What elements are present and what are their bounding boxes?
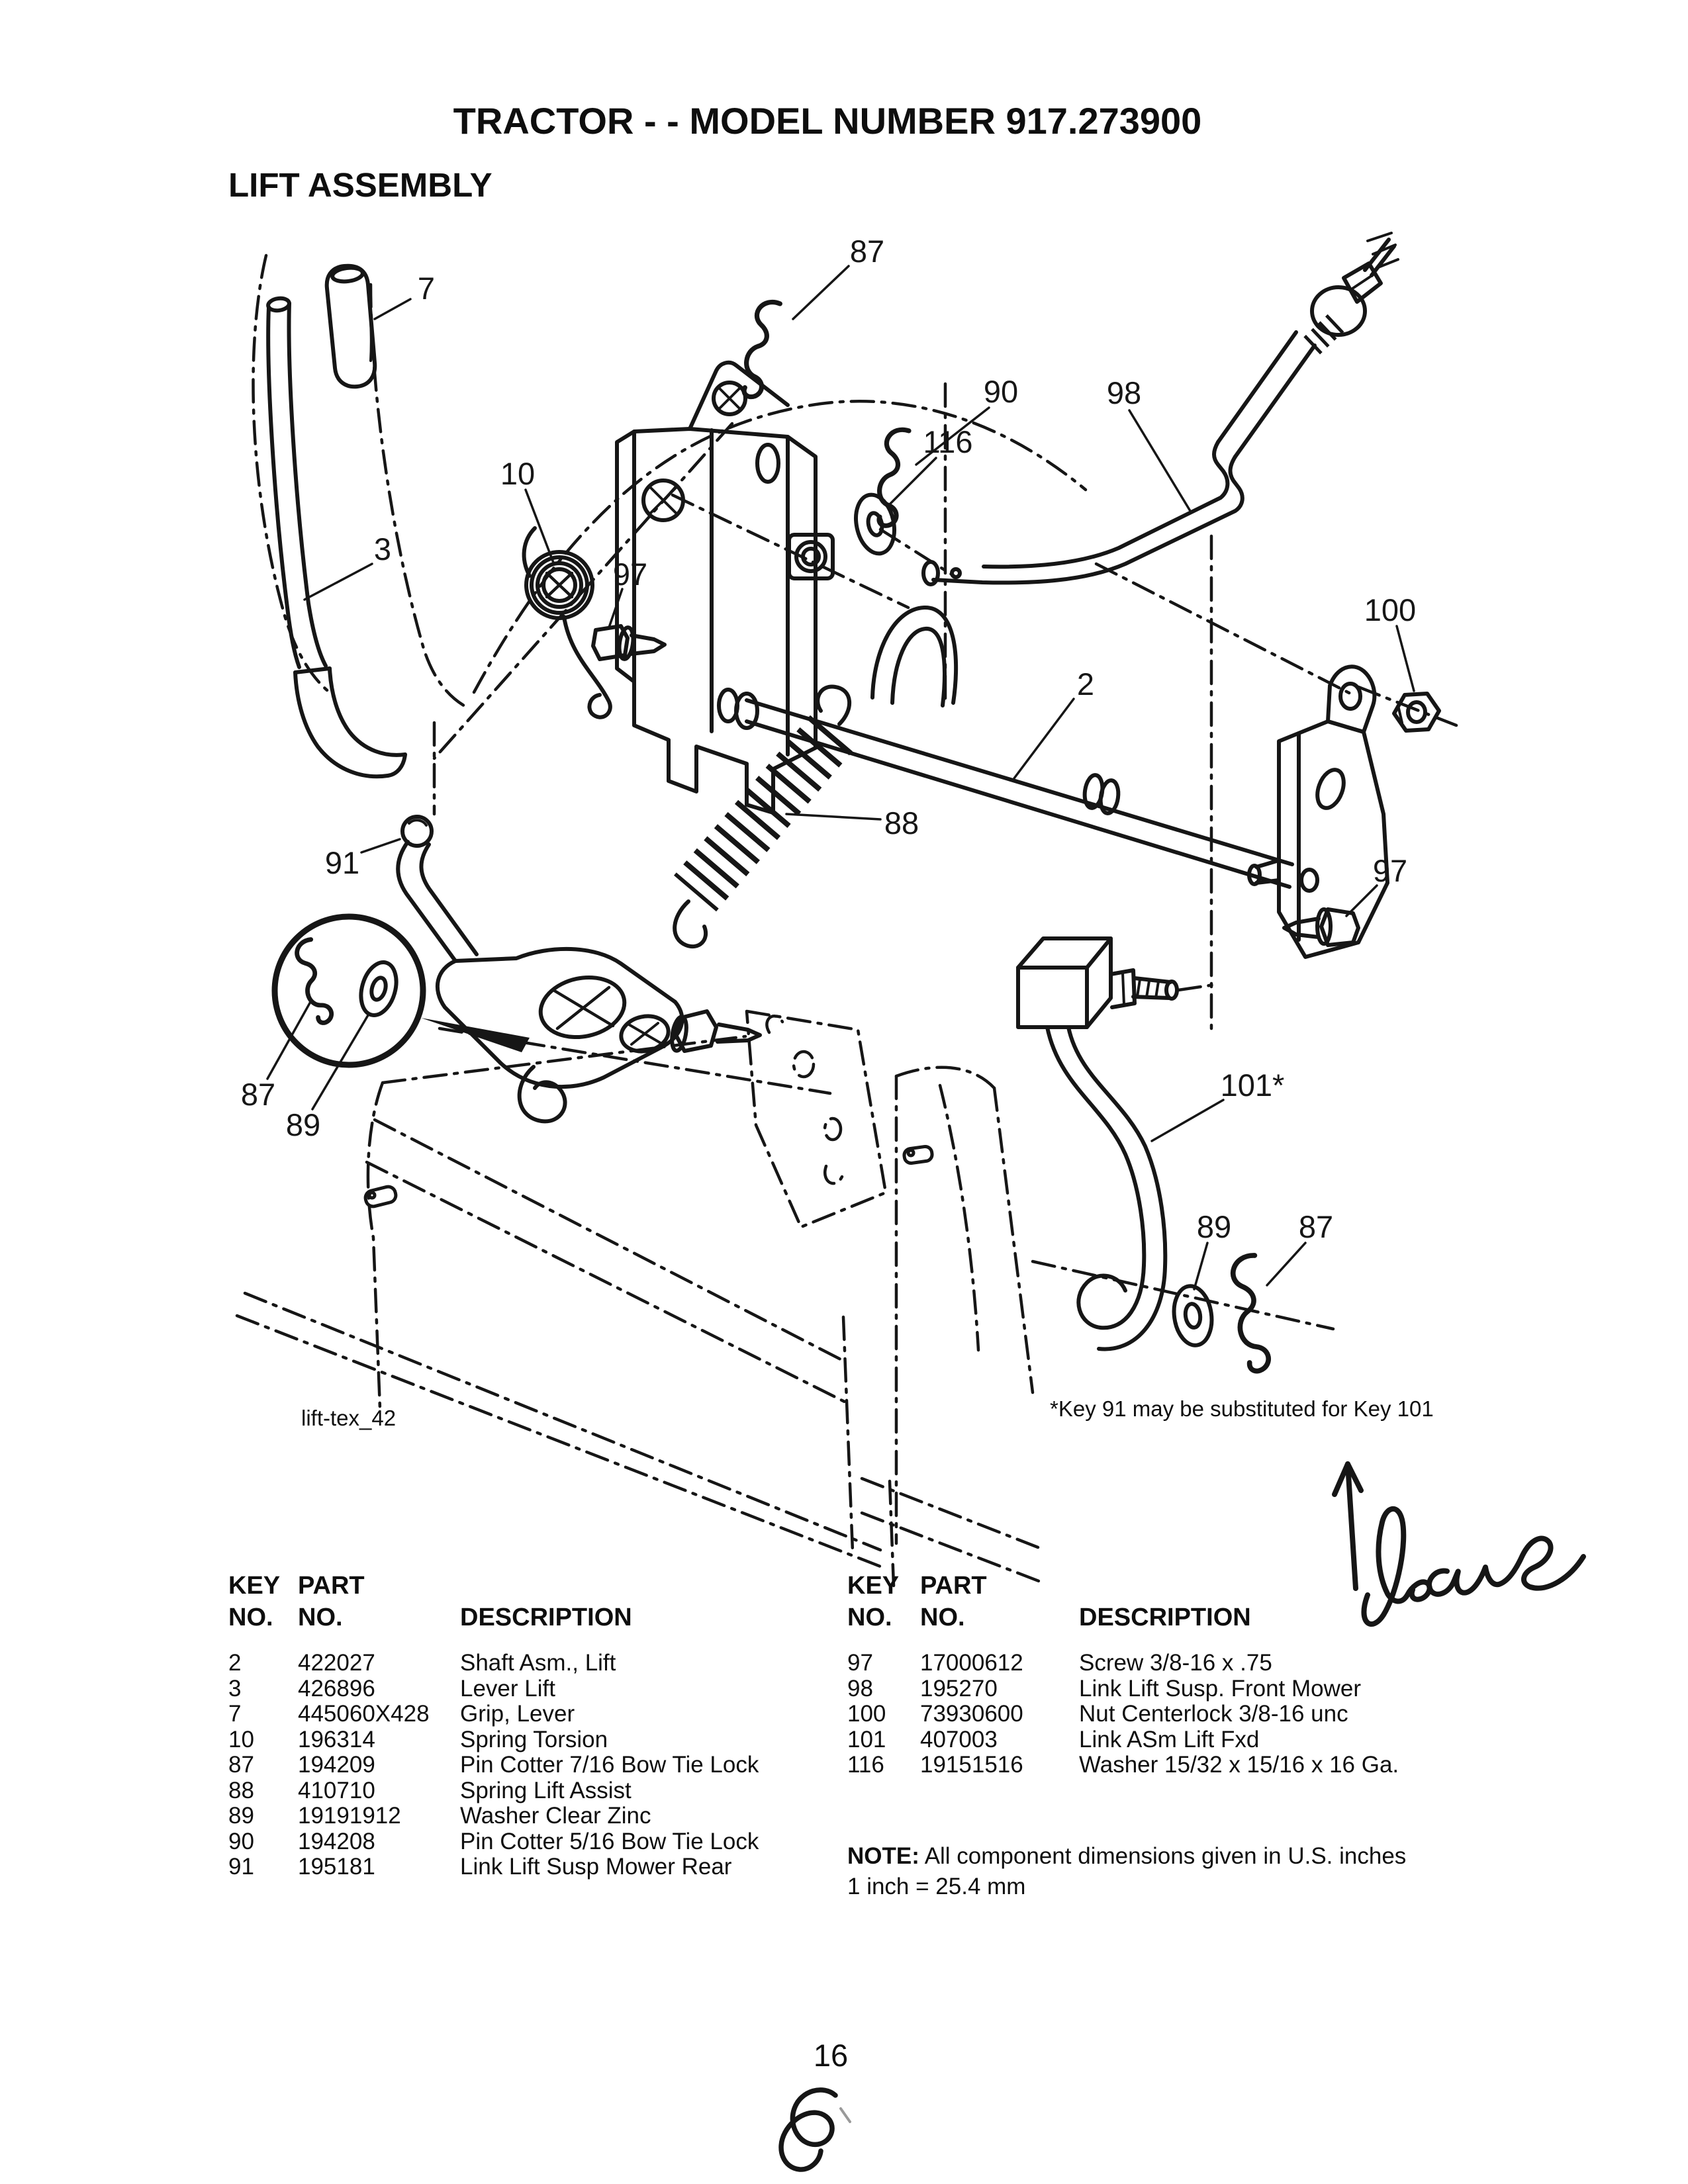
table-cell-key: 97 bbox=[847, 1650, 873, 1676]
callout-leader-100 bbox=[1397, 626, 1414, 691]
callout-leader-89 bbox=[312, 1015, 368, 1109]
table-cell-part: 422027 bbox=[298, 1650, 375, 1676]
callout-label-89: 89 bbox=[1196, 1209, 1232, 1244]
figure-tag: lift-tex_42 bbox=[301, 1406, 397, 1430]
deck-pins-art bbox=[364, 1146, 933, 1208]
table-cell-part: 445060X428 bbox=[298, 1701, 430, 1727]
callout-label-88: 88 bbox=[884, 805, 919, 841]
note-line2: 1 inch = 25.4 mm bbox=[847, 1874, 1026, 1899]
callout-label-2: 2 bbox=[1076, 666, 1095, 702]
link-101-art bbox=[1018, 938, 1177, 1349]
screw-97-right-art bbox=[1284, 909, 1358, 945]
callout-label-87: 87 bbox=[240, 1077, 276, 1112]
table-cell-part: 410710 bbox=[298, 1777, 375, 1803]
table-cell-part: 195181 bbox=[298, 1854, 375, 1880]
link-98-art bbox=[923, 233, 1398, 584]
table-cell-desc: Link Lift Susp. Front Mower bbox=[1079, 1675, 1361, 1702]
table-cell-desc: Link ASm Lift Fxd bbox=[1079, 1726, 1260, 1752]
header-part-line1: PART bbox=[920, 1572, 987, 1600]
header-description: DESCRIPTION bbox=[460, 1604, 632, 1631]
table-cell-part: 194208 bbox=[298, 1828, 375, 1854]
header-part-line2: NO. bbox=[920, 1604, 965, 1631]
table-cell-desc: Pin Cotter 7/16 Bow Tie Lock bbox=[460, 1752, 759, 1778]
header-part-line2: NO. bbox=[298, 1604, 343, 1631]
table-cell-desc: Nut Centerlock 3/8-16 unc bbox=[1079, 1701, 1348, 1727]
washer-89-bottom-art bbox=[1170, 1284, 1215, 1348]
table-cell-desc: Pin Cotter 5/16 Bow Tie Lock bbox=[460, 1828, 759, 1854]
callout-label-90: 90 bbox=[983, 374, 1019, 409]
nut-centerlock-art bbox=[1394, 694, 1439, 731]
header-key-line2: NO. bbox=[228, 1604, 273, 1631]
parts-table-right bbox=[847, 1570, 1503, 1778]
callout-label-91: 91 bbox=[324, 845, 360, 880]
callout-label-89: 89 bbox=[285, 1107, 321, 1142]
table-cell-desc: Washer 15/32 x 15/16 x 16 Ga. bbox=[1079, 1752, 1399, 1778]
callout-leader-2 bbox=[1014, 699, 1074, 778]
callout-leader-90 bbox=[916, 408, 989, 465]
page-title: TRACTOR - - MODEL NUMBER 917.273900 bbox=[453, 100, 1202, 142]
table-cell-part: 73930600 bbox=[920, 1701, 1023, 1727]
callout-leader-3 bbox=[305, 564, 372, 600]
table-cell-part: 19151516 bbox=[920, 1752, 1023, 1778]
table-cell-desc: Lever Lift bbox=[460, 1675, 555, 1702]
table-cell-desc: Link Lift Susp Mower Rear bbox=[460, 1854, 732, 1880]
table-cell-part: 426896 bbox=[298, 1675, 375, 1702]
shaft-asm-art bbox=[747, 608, 1292, 887]
detail-circle-art bbox=[275, 917, 530, 1065]
table-cell-key: 98 bbox=[847, 1675, 873, 1702]
table-cell-key: 91 bbox=[228, 1854, 254, 1880]
callout-leader-10 bbox=[526, 490, 553, 563]
header-key-line1: KEY bbox=[228, 1572, 281, 1600]
callout-label-3: 3 bbox=[373, 531, 392, 567]
table-cell-desc: Grip, Lever bbox=[460, 1701, 575, 1727]
table-row bbox=[847, 1727, 1503, 1753]
table-row bbox=[228, 1829, 798, 1855]
table-cell-desc: Spring Lift Assist bbox=[460, 1777, 632, 1803]
table-cell-key: 87 bbox=[228, 1752, 254, 1778]
callout-leader-116 bbox=[890, 458, 936, 504]
callout-leader-101* bbox=[1152, 1100, 1223, 1141]
callout-leader-89 bbox=[1194, 1243, 1207, 1289]
callout-leader-98 bbox=[1129, 410, 1190, 511]
header-key-line2: NO. bbox=[847, 1604, 892, 1631]
table-row bbox=[228, 1803, 798, 1829]
table-cell-key: 2 bbox=[228, 1650, 242, 1676]
callout-label-87: 87 bbox=[1298, 1209, 1334, 1244]
page-number: 16 bbox=[813, 2038, 849, 2073]
handwritten-page-number-art bbox=[781, 2090, 850, 2169]
table-row bbox=[228, 1651, 798, 1676]
pin-cotter-87-detail-art bbox=[292, 939, 337, 1025]
parts-table-right-header bbox=[847, 1570, 1503, 1633]
table-cell-key: 101 bbox=[847, 1726, 886, 1752]
right-bracket-art bbox=[1249, 666, 1387, 957]
table-cell-desc: Spring Torsion bbox=[460, 1726, 608, 1752]
table-row bbox=[228, 1778, 798, 1804]
table-cell-key: 116 bbox=[847, 1752, 884, 1778]
header-key-line1: KEY bbox=[847, 1572, 900, 1600]
table-cell-key: 7 bbox=[228, 1701, 242, 1727]
callout-leader-87 bbox=[1267, 1243, 1305, 1285]
header-part-line1: PART bbox=[298, 1572, 365, 1600]
callout-leader-87 bbox=[267, 1001, 311, 1079]
header-description: DESCRIPTION bbox=[1079, 1604, 1251, 1631]
pin-cotter-87-top-art bbox=[741, 299, 780, 399]
phantom-lines bbox=[237, 255, 1456, 1586]
callout-label-116: 116 bbox=[923, 424, 973, 459]
spring-lift-assist-art bbox=[675, 687, 849, 947]
table-cell-key: 100 bbox=[847, 1701, 886, 1727]
pin-cotter-87-bottom-art bbox=[1228, 1255, 1275, 1373]
parts-table-left-header bbox=[228, 1570, 798, 1633]
callout-label-98: 98 bbox=[1106, 375, 1142, 410]
callout-label-101*: 101* bbox=[1220, 1068, 1285, 1103]
callout-leader-91 bbox=[361, 839, 400, 852]
grip-lever-art bbox=[327, 266, 375, 387]
washer-116-art bbox=[851, 491, 899, 557]
callout-label-97: 97 bbox=[612, 557, 648, 592]
table-cell-desc: Shaft Asm., Lift bbox=[460, 1650, 616, 1676]
parts-table-left bbox=[228, 1570, 798, 1880]
table-cell-part: 195270 bbox=[920, 1675, 998, 1702]
table-row bbox=[228, 1702, 798, 1727]
callout-leader-7 bbox=[375, 299, 410, 319]
table-row bbox=[228, 1676, 798, 1702]
table-row bbox=[228, 1727, 798, 1753]
table-row bbox=[228, 1752, 798, 1778]
link-91-art bbox=[398, 817, 760, 1121]
table-cell-key: 88 bbox=[228, 1777, 254, 1803]
figure-footnote: *Key 91 may be substituted for Key 101 bbox=[1050, 1396, 1434, 1421]
lever-lift-art bbox=[267, 297, 405, 776]
center-bracket-art bbox=[617, 363, 833, 813]
callout-leader-88 bbox=[786, 814, 880, 819]
table-cell-part: 407003 bbox=[920, 1726, 998, 1752]
callout-label-100: 100 bbox=[1364, 592, 1417, 627]
callout-leader-97 bbox=[1346, 886, 1377, 916]
callout-label-97: 97 bbox=[1372, 853, 1408, 888]
pin-cotter-90-art bbox=[876, 428, 909, 527]
table-row bbox=[847, 1651, 1503, 1676]
callout-label-10: 10 bbox=[500, 456, 536, 491]
callout-layer bbox=[241, 234, 1416, 1289]
table-cell-desc: Washer Clear Zinc bbox=[460, 1803, 651, 1829]
note-label: NOTE: bbox=[847, 1843, 919, 1869]
table-cell-part: 196314 bbox=[298, 1726, 375, 1752]
table-cell-part: 17000612 bbox=[920, 1650, 1023, 1676]
callout-label-7: 7 bbox=[417, 271, 436, 306]
table-cell-key: 90 bbox=[228, 1828, 254, 1854]
dimensions-note bbox=[847, 1841, 1496, 1902]
table-row bbox=[847, 1752, 1503, 1778]
table-cell-part: 194209 bbox=[298, 1752, 375, 1778]
table-row bbox=[228, 1854, 798, 1880]
table-cell-key: 89 bbox=[228, 1803, 254, 1829]
table-cell-desc: Screw 3/8-16 x .75 bbox=[1079, 1650, 1272, 1676]
callout-leader-87 bbox=[793, 266, 849, 319]
note-line1: All component dimensions given in U.S. inches bbox=[924, 1843, 1407, 1869]
torsion-spring-art bbox=[524, 528, 610, 717]
table-cell-key: 10 bbox=[228, 1726, 254, 1752]
callout-leader-97 bbox=[609, 589, 622, 627]
table-row bbox=[847, 1702, 1503, 1727]
table-row bbox=[847, 1676, 1503, 1702]
table-cell-key: 3 bbox=[228, 1675, 242, 1702]
screw-97-left-art bbox=[593, 626, 665, 660]
callout-label-87: 87 bbox=[849, 234, 885, 269]
page-subtitle: LIFT ASSEMBLY bbox=[228, 166, 492, 204]
table-cell-part: 19191912 bbox=[298, 1803, 401, 1829]
